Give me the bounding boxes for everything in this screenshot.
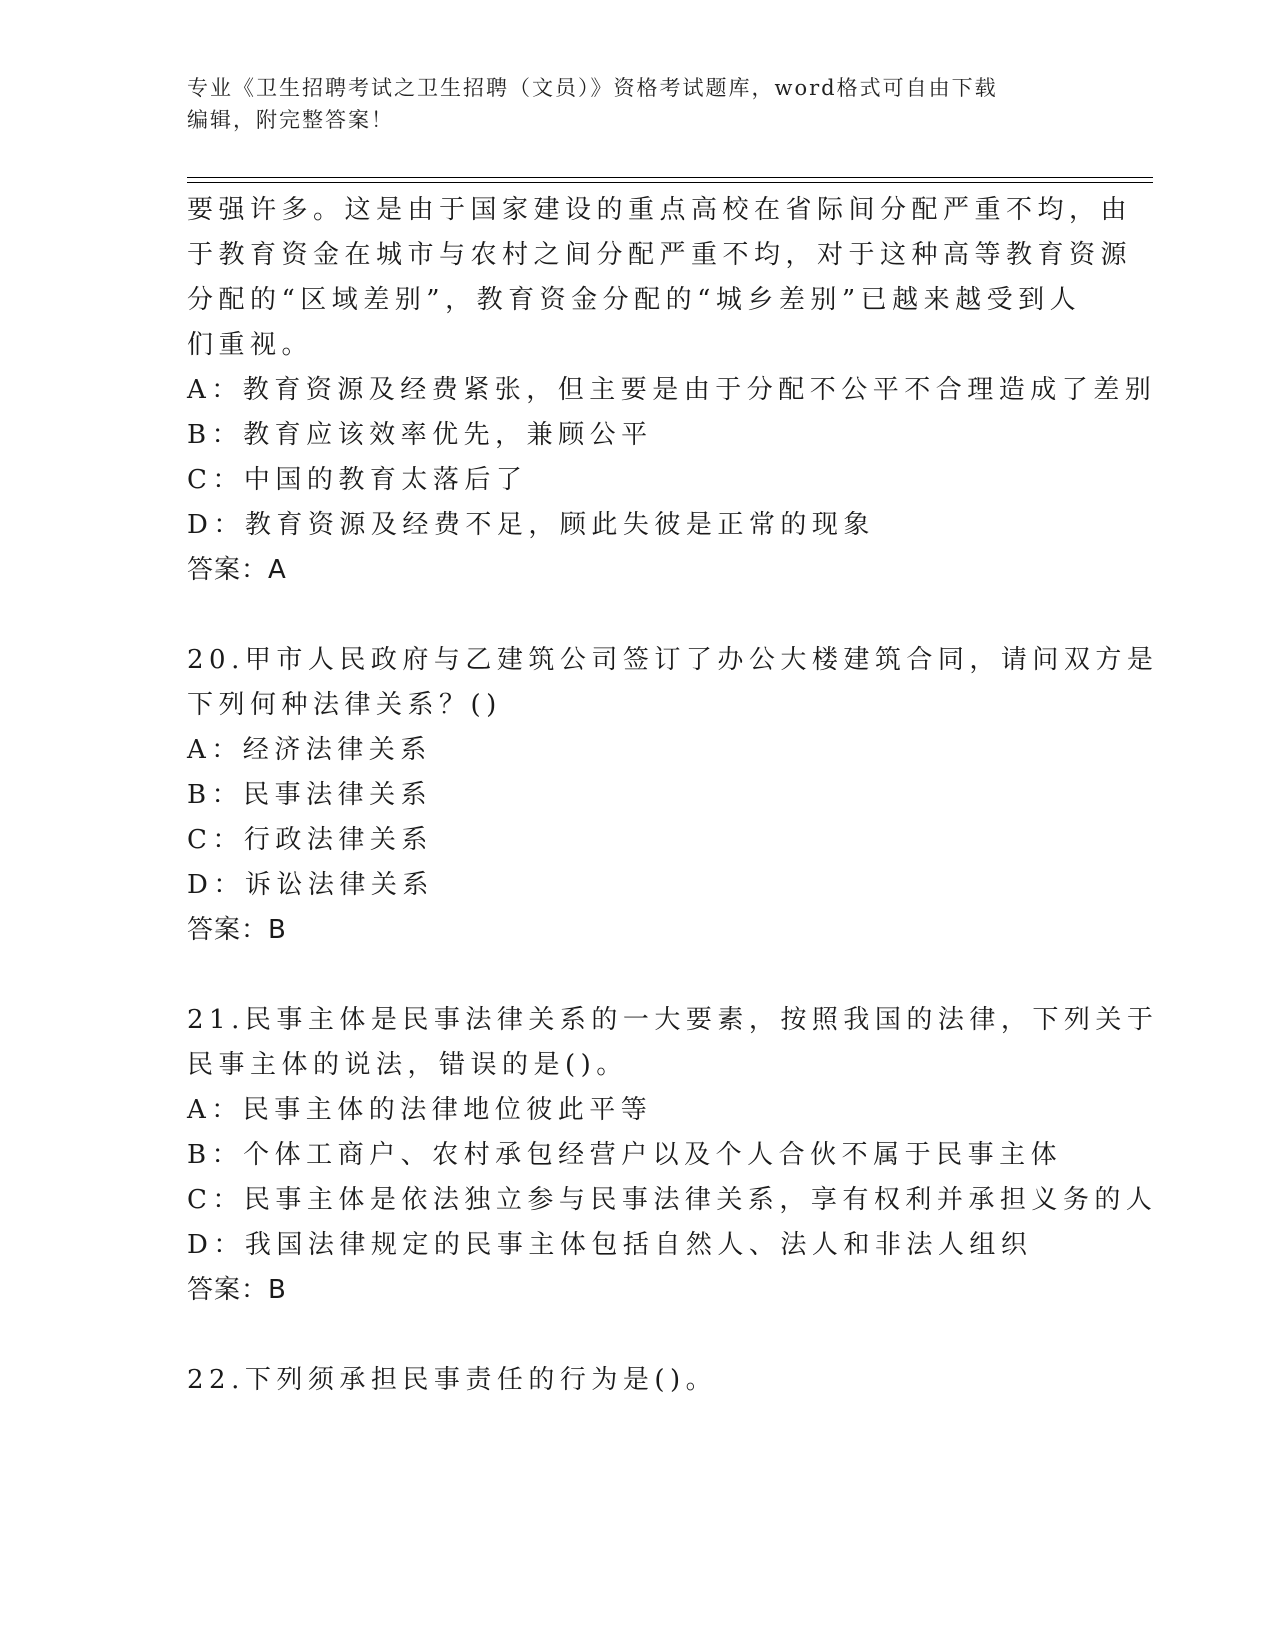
question-stem-line: 民事主体的说法，错误的是()。 bbox=[187, 1050, 628, 1080]
option-b: B：教育应该效率优先，兼顾公平 bbox=[187, 420, 653, 450]
option-c: C：中国的教育太落后了 bbox=[187, 465, 528, 495]
question-stem-line: 要强许多。这是由于国家建设的重点高校在省际间分配严重不均，由 bbox=[187, 195, 1133, 225]
spacer bbox=[187, 953, 1087, 998]
question-22 bbox=[187, 1358, 1087, 1403]
option-c: C：民事主体是依法独立参与民事法律关系，享有权利并承担义务的人 bbox=[187, 1185, 1158, 1215]
document-header bbox=[187, 72, 1067, 136]
option-d: D：我国法律规定的民事主体包括自然人、法人和非法人组织 bbox=[187, 1230, 1033, 1260]
option-b: B：民事法律关系 bbox=[187, 780, 433, 810]
option-b: B：个体工商户、农村承包经营户以及个人合伙不属于民事主体 bbox=[187, 1140, 1063, 1170]
question-20 bbox=[187, 638, 1159, 953]
header-line-2: 编辑，附完整答案！ bbox=[187, 108, 394, 132]
question-stem-line: 21.民事主体是民事法律关系的一大要素，按照我国的法律，下列关于 bbox=[187, 1005, 1159, 1035]
option-d: D：诉讼法律关系 bbox=[187, 870, 434, 900]
option-d: D：教育资源及经费不足，顾此失彼是正常的现象 bbox=[187, 510, 875, 540]
question-stem-line: 们重视。 bbox=[187, 330, 314, 360]
question-19 bbox=[187, 188, 1157, 593]
question-21 bbox=[187, 998, 1159, 1313]
option-c: C：行政法律关系 bbox=[187, 825, 433, 855]
question-stem-line: 20.甲市人民政府与乙建筑公司签订了办公大楼建筑合同，请问双方是 bbox=[187, 645, 1159, 675]
option-a: A：教育资源及经费紧张，但主要是由于分配不公平不合理造成了差别 bbox=[187, 375, 1157, 405]
answer-label: 答案：B bbox=[187, 1275, 287, 1305]
header-line-1: 专业《卫生招聘考试之卫生招聘（文员）》资格考试题库，word格式可自由下载 bbox=[187, 76, 998, 100]
question-stem-line: 分配的“区域差别”，教育资金分配的“城乡差别”已越来越受到人 bbox=[187, 285, 1082, 315]
option-a: A：经济法律关系 bbox=[187, 735, 432, 765]
answer-label: 答案：B bbox=[187, 915, 287, 945]
question-stem-line: 22.下列须承担民事责任的行为是()。 bbox=[187, 1365, 718, 1395]
spacer bbox=[187, 1313, 1087, 1358]
question-stem-line: 下列何种法律关系？() bbox=[187, 690, 502, 720]
question-stem-line: 于教育资金在城市与农村之间分配严重不均，对于这种高等教育资源 bbox=[187, 240, 1133, 270]
header-divider-thin bbox=[187, 177, 1153, 178]
option-a: A：民事主体的法律地位彼此平等 bbox=[187, 1095, 653, 1125]
answer-label: 答案：A bbox=[187, 555, 287, 585]
spacer bbox=[187, 593, 1087, 638]
header-divider-thick bbox=[187, 182, 1153, 183]
document-body bbox=[187, 188, 1159, 1403]
